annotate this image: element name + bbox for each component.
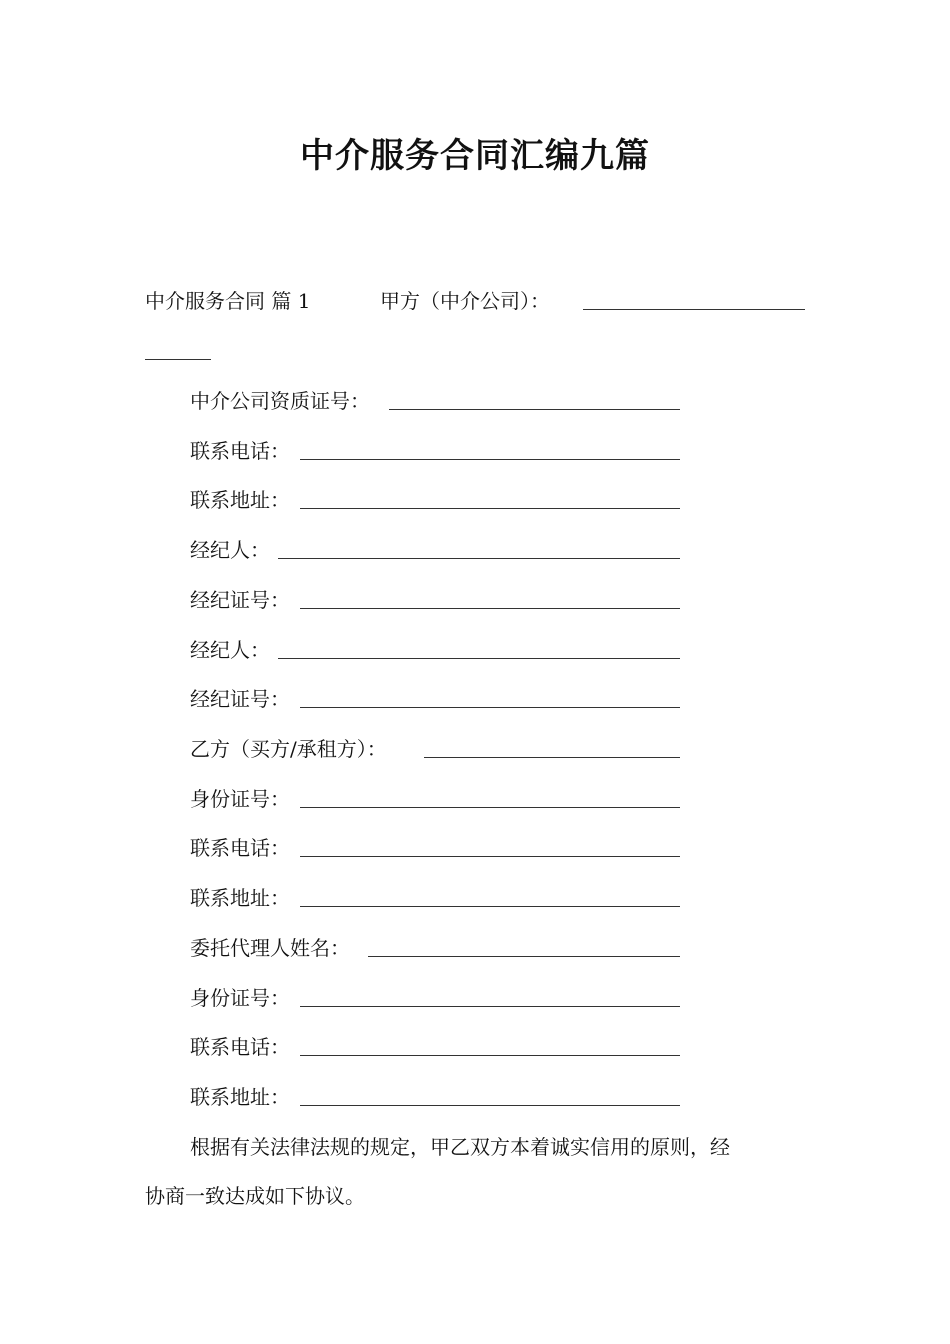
field-label-qualification: 中介公司资质证号： <box>190 389 370 413</box>
field-label-agent-license-2: 经纪证号： <box>190 687 290 711</box>
field-blank-phone-a <box>300 458 680 460</box>
party-a-label: 甲方（中介公司）： <box>380 289 550 313</box>
field-label-proxy-phone: 联系电话： <box>190 1035 290 1059</box>
field-label-id-b: 身份证号： <box>190 787 290 811</box>
agreement-paragraph-line1: 根据有关法律法规的规定，甲乙双方本着诚实信用的原则，经 <box>190 1135 730 1159</box>
field-blank-agent-1 <box>278 557 680 559</box>
field-blank-address-a <box>300 507 680 509</box>
field-blank-phone-b <box>300 855 680 857</box>
field-blank-id-b <box>300 806 680 808</box>
party-a-blank <box>583 308 805 310</box>
field-label-proxy-id: 身份证号： <box>190 986 290 1010</box>
field-label-agent-1: 经纪人： <box>190 538 270 562</box>
field-label-phone-b: 联系电话： <box>190 836 290 860</box>
field-blank-proxy-phone <box>300 1054 680 1056</box>
section-label: 中介服务合同 篇 1 <box>145 289 311 313</box>
field-blank-agent-license-1 <box>300 607 680 609</box>
field-label-address-b: 联系地址： <box>190 886 290 910</box>
field-label-proxy-name: 委托代理人姓名： <box>190 936 350 960</box>
field-blank-qualification <box>389 408 680 410</box>
field-label-proxy-address: 联系地址： <box>190 1085 290 1109</box>
field-blank-proxy-name <box>368 955 680 957</box>
field-label-phone-a: 联系电话： <box>190 439 290 463</box>
field-label-agent-license-1: 经纪证号： <box>190 588 290 612</box>
field-label-address-a: 联系地址： <box>190 488 290 512</box>
field-blank-proxy-id <box>300 1005 680 1007</box>
field-blank-agent-license-2 <box>300 706 680 708</box>
field-label-agent-2: 经纪人： <box>190 638 270 662</box>
field-blank-address-b <box>300 905 680 907</box>
field-blank-agent-2 <box>278 657 680 659</box>
party-a-blank-continued <box>145 358 211 360</box>
document-title: 中介服务合同汇编九篇 <box>300 136 650 176</box>
field-blank-party-b <box>424 756 680 758</box>
agreement-paragraph-line2: 协商一致达成如下协议。 <box>145 1184 365 1208</box>
field-blank-proxy-address <box>300 1104 680 1106</box>
field-label-party-b: 乙方（买方/承租方）： <box>190 737 387 761</box>
